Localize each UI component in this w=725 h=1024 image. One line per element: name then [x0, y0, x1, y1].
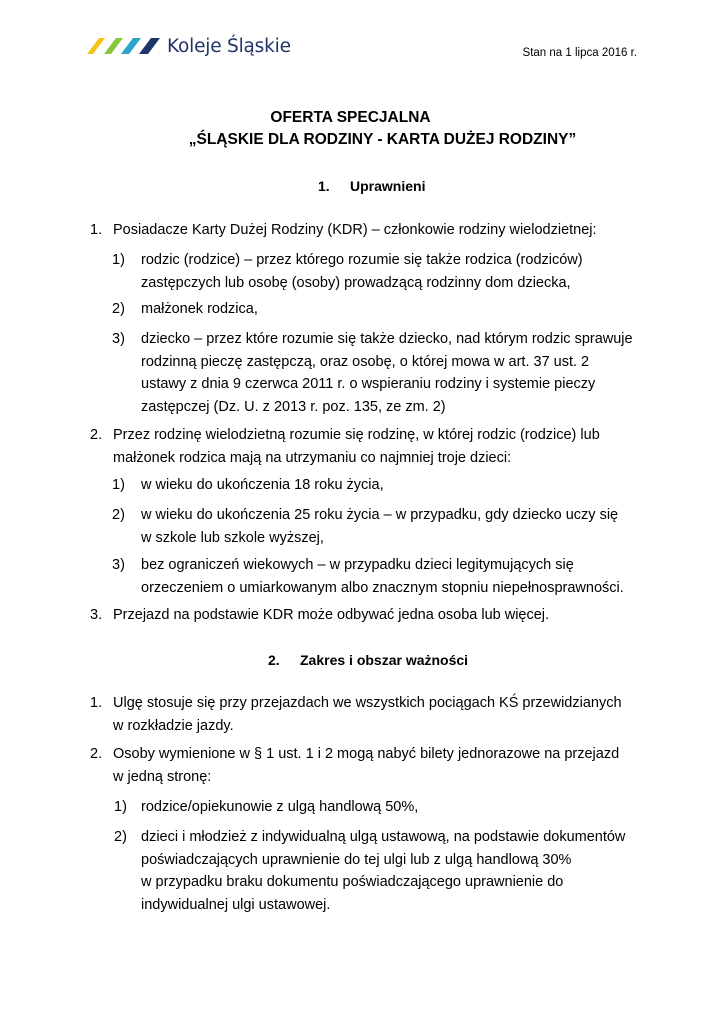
item-number: 2) [112, 507, 125, 523]
item-number: 2) [112, 301, 125, 317]
item-number: 3) [112, 557, 125, 573]
item-text: zastępczej (Dz. U. z 2013 r. poz. 135, ze zm. 2) [141, 398, 446, 415]
section-title: Zakres i obszar ważności [300, 652, 469, 668]
document-title-line1: OFERTA SPECJALNA [270, 109, 431, 126]
item-text: rodzinną pieczę zastępczą, oraz osobę, o której mowa w art. 37 ust. 2 [141, 353, 590, 370]
item-number: 2) [114, 829, 127, 845]
logo-text: Koleje Śląskie [167, 35, 291, 57]
item-text: w jedną stronę: [113, 768, 212, 785]
item-text: w rozkładzie jazdy. [113, 717, 234, 734]
item-text: Przejazd na podstawie KDR może odbywać jedna osoba lub więcej. [113, 607, 550, 623]
section-number: 1. [318, 178, 330, 194]
item-number: 2. [90, 746, 103, 762]
item-number: 1. [90, 222, 103, 238]
item-text: dziecko – przez które rozumie się także dziecko, nad którym rodzic sprawuje [141, 331, 633, 347]
item-text: w wieku do ukończenia 18 roku życia, [141, 477, 384, 493]
item-text: w szkole lub szkole wyższej, [141, 529, 324, 546]
sub-list-item [112, 328, 633, 418]
logo-stripes-icon [87, 36, 161, 56]
item-number: 1) [112, 477, 125, 493]
item-text: Ulgę stosuje się przy przejazdach we wszystkich pociągach KŚ przewidzianych [113, 695, 622, 711]
item-text: poświadczających uprawnienie do tej ulgi lub z ulgą handlową 30% [141, 851, 572, 868]
item-text: zastępczych lub osobę (osoby) prowadzącą rodzinny dom dziecka, [141, 274, 571, 291]
section-1-heading [318, 178, 425, 194]
sub-list-item [112, 554, 624, 599]
sub-list-item [114, 796, 419, 819]
item-text: małżonek rodzica, [141, 301, 258, 317]
item-text: dzieci i młodzież z indywidualną ulgą ustawową, na podstawie dokumentów [141, 829, 626, 845]
item-text: w wieku do ukończenia 25 roku życia – w przypadku, gdy dziecko uczy się [141, 507, 619, 523]
item-text: bez ograniczeń wiekowych – w przypadku dzieci legitymujących się [141, 557, 574, 573]
list-item [90, 692, 622, 737]
section-2-heading [268, 652, 468, 668]
sub-list-item [112, 474, 384, 497]
item-text: ustawy z dnia 9 czerwca 2011 r. o wspieraniu rodziny i systemie pieczy [141, 376, 596, 392]
item-text: orzeczeniem o umiarkowanym albo znacznym stopniu niepełnosprawności. [141, 579, 624, 596]
section-title: Uprawnieni [350, 178, 426, 194]
item-text: Przez rodzinę wielodzietną rozumie się rodzinę, w której rodzic (rodzice) lub [113, 427, 600, 443]
item-text: rodzice/opiekunowie z ulgą handlową 50%, [141, 799, 419, 815]
list-item [90, 743, 620, 788]
list-item [90, 424, 600, 469]
document-title-line2: „ŚLĄSKIE DLA RODZINY - KARTA DUŻEJ RODZINY” [188, 131, 577, 148]
item-number: 3) [112, 331, 125, 347]
list-item [90, 219, 597, 242]
item-text: indywidualnej ulgi ustawowej. [141, 896, 331, 913]
koleje-slaskie-logo [87, 32, 291, 60]
item-number: 3. [90, 607, 103, 623]
section-number: 2. [268, 652, 280, 668]
sub-list-item [112, 298, 258, 321]
item-text: Posiadacze Karty Dużej Rodziny (KDR) – członkowie rodziny wielodzietnej: [113, 222, 597, 238]
item-number: 2. [90, 427, 103, 443]
sub-list-item [114, 826, 626, 916]
item-text: w przypadku braku dokumentu poświadczającego uprawnienie do [141, 874, 564, 890]
document-date: Stan na 1 lipca 2016 r. [522, 47, 637, 59]
item-text: małżonek rodzica mają na utrzymaniu co najmniej troje dzieci: [113, 449, 512, 466]
item-text: Osoby wymienione w § 1 ust. 1 i 2 mogą nabyć bilety jednorazowe na przejazd [113, 746, 620, 762]
item-number: 1) [114, 799, 127, 815]
sub-list-item [112, 504, 619, 549]
item-number: 1) [112, 252, 125, 268]
item-text: rodzic (rodzice) – przez którego rozumie się także rodzica (rodziców) [141, 252, 583, 268]
list-item [90, 604, 550, 627]
item-number: 1. [90, 695, 103, 711]
sub-list-item [112, 249, 583, 294]
